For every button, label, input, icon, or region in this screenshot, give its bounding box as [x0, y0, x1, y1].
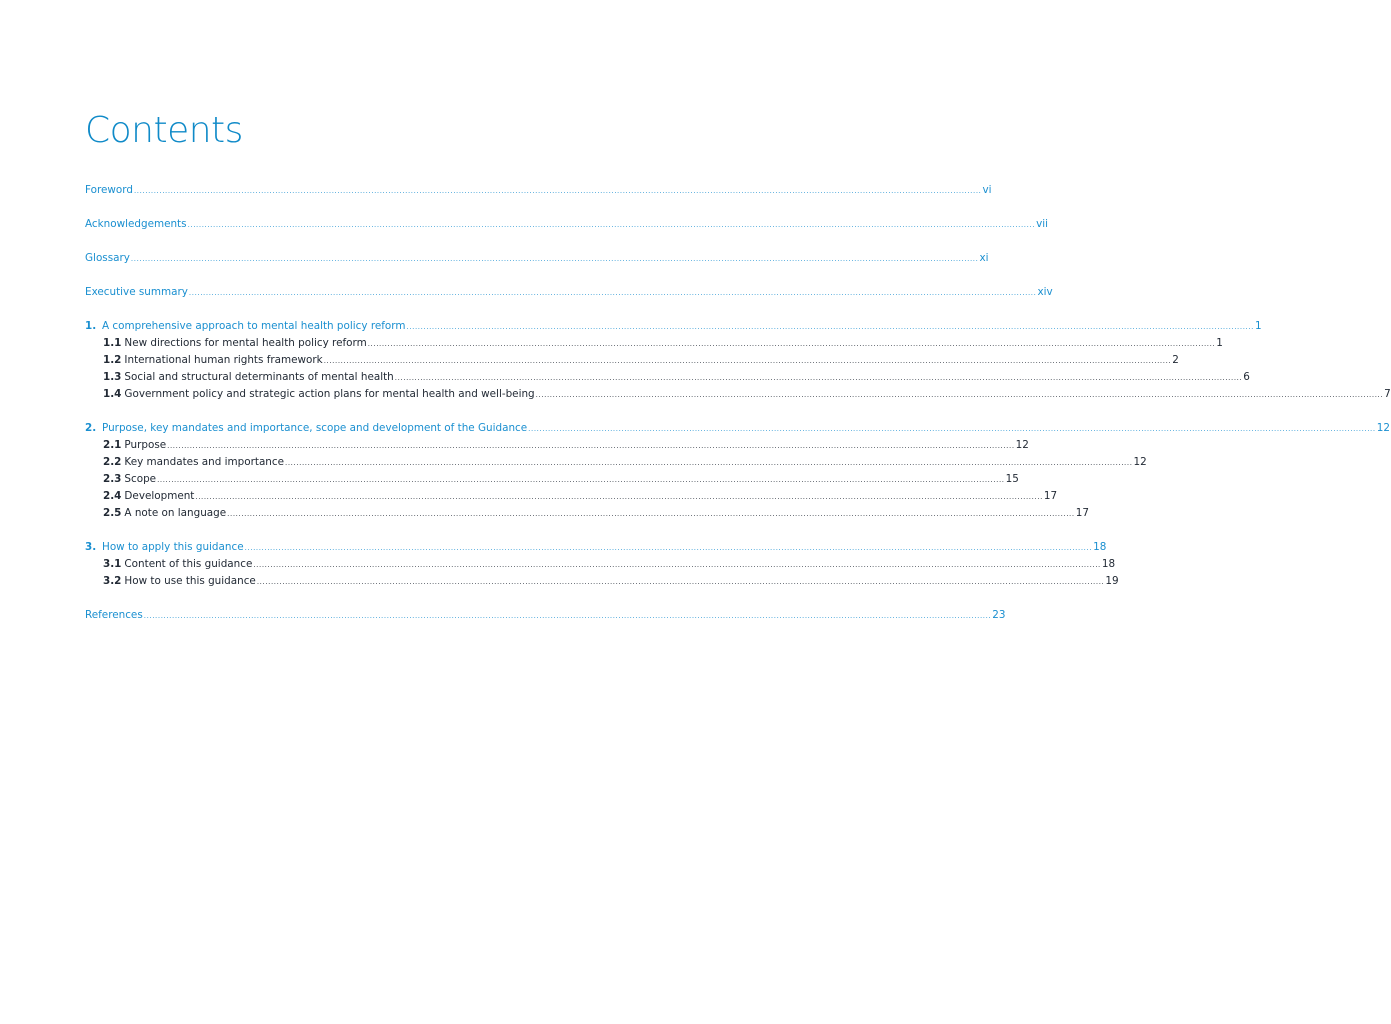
- toc-page-number: 12: [1015, 439, 1029, 451]
- toc-subsection-1-4[interactable]: [85, 388, 1391, 405]
- toc-section-2[interactable]: [85, 422, 1390, 439]
- dot-leader: ............................................................................................................................................................................................................................................................................................................: [167, 442, 1015, 450]
- section-number: 2.: [85, 422, 97, 434]
- dot-leader: ............................................................................................................................................................................................................................................................................................................: [157, 476, 1005, 484]
- dot-leader: ............................................................................................................................................................................................................................................................................................................: [406, 323, 1255, 331]
- toc-page-number: 2: [1172, 354, 1179, 366]
- toc-entry-references[interactable]: [85, 609, 1006, 626]
- dot-leader: ............................................................................................................................................................................................................................................................................................................: [528, 425, 1376, 433]
- subsection-number: 1.2: [103, 354, 122, 366]
- toc-entry-label: Executive summary: [85, 286, 188, 298]
- toc-entry-label: References: [85, 609, 143, 621]
- toc-subsection-3-2[interactable]: [85, 575, 1119, 592]
- toc-page-number: 15: [1005, 473, 1019, 485]
- toc-entry-glossary[interactable]: [85, 252, 989, 269]
- toc-entry-label: New directions for mental health policy reform: [124, 337, 367, 349]
- toc-entry-label: Content of this guidance: [124, 558, 253, 570]
- page-title: Contents: [85, 110, 243, 151]
- toc-entry-acknowledgements[interactable]: [85, 218, 1049, 235]
- toc-entry-label: Government policy and strategic action plans for mental health and well-being: [124, 388, 535, 400]
- toc-entry-label: Glossary: [85, 252, 130, 264]
- toc-page-number: 18: [1093, 541, 1107, 553]
- toc-page-number: 17: [1075, 507, 1089, 519]
- subsection-number: 1.4: [103, 388, 122, 400]
- dot-leader: ............................................................................................................................................................................................................................................................................................................: [323, 357, 1172, 365]
- toc-entry-label: Scope: [124, 473, 157, 485]
- subsection-number: 3.1: [103, 558, 122, 570]
- dot-leader: ............................................................................................................................................................................................................................................................................................................: [244, 544, 1093, 552]
- toc-subsection-2-3[interactable]: [85, 473, 1019, 490]
- toc-page-number: 18: [1101, 558, 1116, 570]
- section-number: 1.: [85, 320, 97, 332]
- subsection-number: 2.3: [103, 473, 122, 485]
- toc-section-1[interactable]: [85, 320, 1262, 337]
- toc-subsection-2-4[interactable]: [85, 490, 1058, 507]
- toc-entry-label: Purpose: [124, 439, 167, 451]
- toc-subsection-2-5[interactable]: [85, 507, 1089, 524]
- dot-leader: ............................................................................................................................................................................................................................................................................................................: [187, 221, 1036, 229]
- toc-entry-label: A note on language: [124, 507, 227, 519]
- subsection-number: 2.4: [103, 490, 122, 502]
- toc-entry-foreword[interactable]: [85, 184, 992, 201]
- toc-entry-label: Development: [124, 490, 195, 502]
- dot-leader: ............................................................................................................................................................................................................................................................................................................: [394, 374, 1243, 382]
- subsection-number: 3.2: [103, 575, 122, 587]
- dot-leader: ............................................................................................................................................................................................................................................................................................................: [227, 510, 1075, 518]
- toc-page-number: xi: [979, 252, 989, 264]
- toc-page-number: xiv: [1037, 286, 1053, 298]
- toc-page-number: vii: [1036, 218, 1049, 230]
- toc-entry-label: Foreword: [85, 184, 133, 196]
- dot-leader: ............................................................................................................................................................................................................................................................................................................: [535, 391, 1384, 399]
- toc-entry-label: International human rights framework: [124, 354, 323, 366]
- toc-page-number: 12: [1133, 456, 1147, 468]
- toc-entry-label: Social and structural determinants of mental health: [124, 371, 394, 383]
- toc-entry-label: Purpose, key mandates and importance, scope and development of the Guidance: [102, 422, 528, 434]
- toc-page-number: 19: [1105, 575, 1119, 587]
- dot-leader: ............................................................................................................................................................................................................................................................................................................: [188, 289, 1037, 297]
- subsection-number: 1.3: [103, 371, 122, 383]
- subsection-number: 2.2: [103, 456, 122, 468]
- toc-entry-label: Key mandates and importance: [124, 456, 284, 468]
- dot-leader: ............................................................................................................................................................................................................................................................................................................: [256, 578, 1105, 586]
- dot-leader: ............................................................................................................................................................................................................................................................................................................: [133, 187, 982, 195]
- dot-leader: ............................................................................................................................................................................................................................................................................................................: [130, 255, 979, 263]
- toc-page-number: 17: [1043, 490, 1058, 502]
- dot-leader: ............................................................................................................................................................................................................................................................................................................: [195, 493, 1043, 501]
- toc-subsection-1-2[interactable]: [85, 354, 1179, 371]
- dot-leader: ............................................................................................................................................................................................................................................................................................................: [143, 612, 992, 620]
- dot-leader: ............................................................................................................................................................................................................................................................................................................: [367, 340, 1216, 348]
- toc-page-number: 1: [1255, 320, 1262, 332]
- toc-page-number: 1: [1216, 337, 1223, 349]
- toc-entry-label: A comprehensive approach to mental health policy reform: [102, 320, 406, 332]
- subsection-number: 2.5: [103, 507, 122, 519]
- section-number: 3.: [85, 541, 97, 553]
- table-of-contents: [85, 184, 1391, 626]
- toc-subsection-2-2[interactable]: [85, 456, 1147, 473]
- toc-page-number: 12: [1376, 422, 1390, 434]
- toc-entry-executive-summary[interactable]: [85, 286, 1053, 303]
- toc-page-number: 7: [1384, 388, 1391, 400]
- toc-page-number: 6: [1243, 371, 1250, 383]
- toc-page-number: vi: [982, 184, 992, 196]
- dot-leader: ............................................................................................................................................................................................................................................................................................................: [253, 561, 1101, 569]
- toc-entry-label: How to use this guidance: [124, 575, 256, 587]
- toc-subsection-2-1[interactable]: [85, 439, 1029, 456]
- toc-subsection-3-1[interactable]: [85, 558, 1116, 575]
- dot-leader: ............................................................................................................................................................................................................................................................................................................: [285, 459, 1133, 467]
- toc-section-3[interactable]: [85, 541, 1107, 558]
- toc-entry-label: Acknowledgements: [85, 218, 187, 230]
- toc-subsection-1-1[interactable]: [85, 337, 1223, 354]
- toc-subsection-1-3[interactable]: [85, 371, 1250, 388]
- toc-entry-label: How to apply this guidance: [102, 541, 244, 553]
- subsection-number: 1.1: [103, 337, 122, 349]
- subsection-number: 2.1: [103, 439, 122, 451]
- toc-page-number: 23: [992, 609, 1006, 621]
